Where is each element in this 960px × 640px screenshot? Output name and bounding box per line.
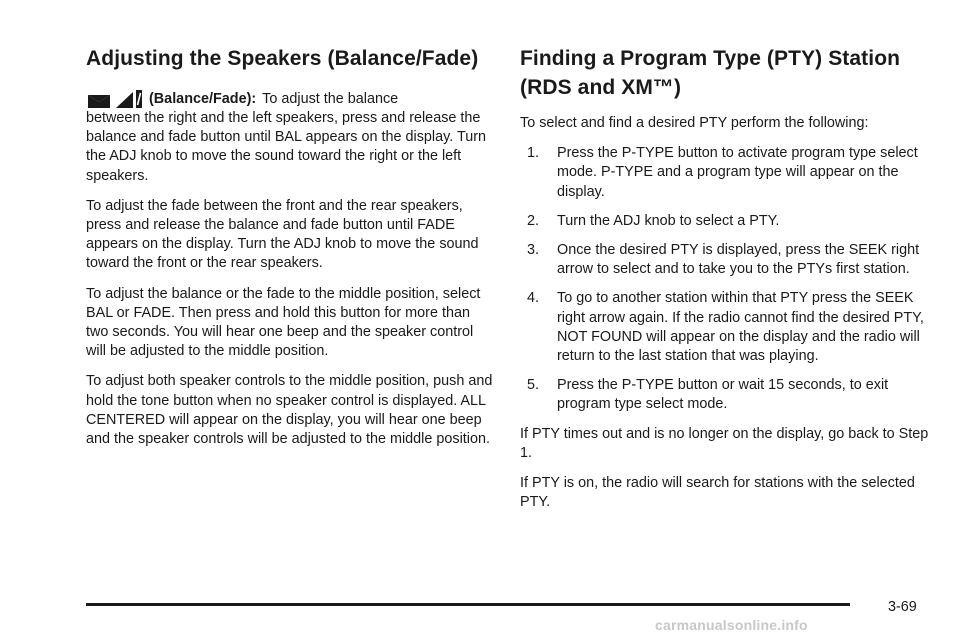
intro-continuation: between the right and the left speakers, press and release the balance and fade button until BAL appears on the display. Turn the ADJ knob to move the sound toward the right or the left speakers.	[86, 110, 487, 184]
paragraph-pty-timeout: If PTY times out and is no longer on the display, go back to Step 1.	[520, 425, 929, 461]
intro-paragraph	[86, 89, 494, 186]
paragraph-all-centered: To adjust both speaker controls to the middle position, push and hold the tone button when no speaker control is displayed. ALL CENTERED will appear on the display, you will hear one beep and the speaker controls will be adjusted to the middle position.	[86, 373, 493, 448]
footer-rule	[86, 603, 850, 606]
step-text: To go to another station within that PTY press the SEEK right arrow again. If the radio cannot find the desired PTY, NOT FOUND will appear on the display and the radio will return to the last station that was playing.	[557, 290, 924, 365]
paragraph-middle-position: To adjust the balance or the fade to the middle position, select BAL or FADE. Then press and hold this button for more than two seconds. You will hear one beep and the speaker control will be adjusted to the middle position.	[86, 285, 481, 360]
intro-first-line: To adjust the balance	[262, 90, 399, 107]
intro-lead: (Balance/Fade):	[149, 90, 257, 107]
step-number: 1.	[527, 145, 540, 162]
balance-fade-icon	[86, 89, 142, 109]
paragraph-pty-on: If PTY is on, the radio will search for stations with the selected PTY.	[520, 475, 915, 511]
step-number: 3.	[527, 242, 540, 259]
page-number: 3-69	[888, 599, 917, 615]
paragraph-fade: To adjust the fade between the front and the rear speakers, press and release the balance and fade button until FADE appears on the display. Turn the ADJ knob to move the sound toward the front or the rear speakers.	[86, 197, 479, 272]
step-text: Press the P-TYPE button or wait 15 seconds, to exit program type select mode.	[557, 377, 889, 413]
step-number: 5.	[527, 377, 540, 394]
step-text: Press the P-TYPE button to activate program type select mode. P-TYPE and a program type will appear on the display.	[557, 145, 918, 200]
list-item	[520, 376, 930, 414]
step-text: Turn the ADJ knob to select a PTY.	[557, 212, 780, 229]
section-heading-balance-fade: Adjusting the Speakers (Balance/Fade)	[86, 47, 479, 70]
list-item	[520, 212, 930, 231]
icon-line	[86, 89, 494, 109]
right-column	[520, 44, 930, 523]
list-item	[520, 289, 930, 366]
section-heading-pty: Finding a Program Type (PTY) Station (RDS and XM™)	[520, 47, 901, 99]
steps-list	[520, 144, 930, 414]
step-number: 4.	[527, 290, 540, 307]
watermark: carmanualsonline.info	[655, 617, 808, 633]
step-number: 2.	[527, 212, 540, 229]
pty-intro: To select and find a desired PTY perform the following:	[520, 115, 869, 131]
list-item	[520, 144, 930, 202]
left-column	[86, 44, 494, 460]
step-text: Once the desired PTY is displayed, press the SEEK right arrow to select and to take you to the PTYs first station.	[557, 242, 920, 278]
list-item	[520, 241, 930, 279]
